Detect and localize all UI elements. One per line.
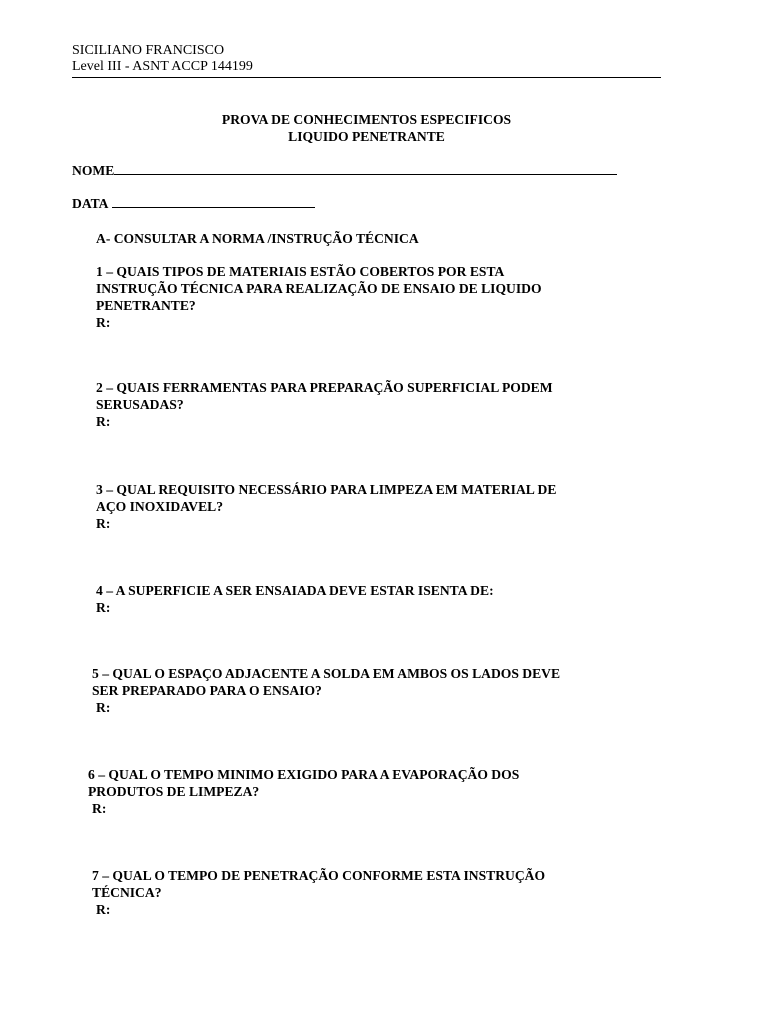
date-field bbox=[72, 195, 315, 212]
exam-subtitle: LIQUIDO PENETRANTE bbox=[288, 129, 445, 144]
question-5 bbox=[92, 665, 560, 716]
question-text-line: 7 – QUAL O TEMPO DE PENETRAÇÃO CONFORME ESTA INSTRUÇÃO bbox=[92, 868, 546, 883]
date-field-line[interactable] bbox=[112, 195, 315, 208]
date-field-label: DATA bbox=[72, 196, 109, 211]
question-7 bbox=[92, 867, 545, 918]
header-divider bbox=[72, 77, 661, 78]
question-text-line: TÉCNICA? bbox=[92, 885, 162, 900]
answer-label: R: bbox=[92, 801, 107, 816]
name-field-line[interactable] bbox=[114, 162, 617, 175]
question-text-line: 2 – QUAIS FERRAMENTAS PARA PREPARAÇÃO SUPERFICIAL PODEM bbox=[96, 380, 553, 395]
question-3 bbox=[96, 481, 556, 532]
question-text-line: SER PREPARADO PARA O ENSAIO? bbox=[92, 683, 322, 698]
question-6 bbox=[88, 766, 519, 817]
author-certification: Level III - ASNT ACCP 144199 bbox=[72, 59, 253, 74]
question-text-line: PENETRANTE? bbox=[96, 298, 196, 313]
section-heading: A- CONSULTAR A NORMA /INSTRUÇÃO TÉCNICA bbox=[96, 231, 419, 246]
answer-label: R: bbox=[96, 700, 111, 715]
name-field bbox=[72, 162, 617, 179]
question-text-line: INSTRUÇÃO TÉCNICA PARA REALIZAÇÃO DE ENSAIO DE LIQUIDO bbox=[96, 281, 542, 296]
question-1 bbox=[96, 263, 542, 331]
question-text-line: PRODUTOS DE LIMPEZA? bbox=[88, 784, 260, 799]
answer-label: R: bbox=[96, 600, 111, 615]
author-name: SICILIANO FRANCISCO bbox=[72, 43, 225, 58]
question-text-line: AÇO INOXIDAVEL? bbox=[96, 499, 224, 514]
question-2 bbox=[96, 379, 553, 430]
answer-label: R: bbox=[96, 902, 111, 917]
question-text-line: 3 – QUAL REQUISITO NECESSÁRIO PARA LIMPEZA EM MATERIAL DE bbox=[96, 482, 557, 497]
answer-label: R: bbox=[96, 315, 111, 330]
answer-label: R: bbox=[96, 516, 111, 531]
answer-label: R: bbox=[96, 414, 111, 429]
question-text-line: 1 – QUAIS TIPOS DE MATERIAIS ESTÃO COBERTOS POR ESTA bbox=[96, 264, 505, 279]
question-text-line: 6 – QUAL O TEMPO MINIMO EXIGIDO PARA A EVAPORAÇÃO DOS bbox=[88, 767, 520, 782]
question-4 bbox=[96, 582, 494, 616]
exam-title: PROVA DE CONHECIMENTOS ESPECIFICOS bbox=[221, 112, 512, 127]
question-text-line: 4 – A SUPERFICIE A SER ENSAIADA DEVE ESTAR ISENTA DE: bbox=[96, 583, 494, 598]
name-field-label: NOME bbox=[72, 163, 115, 178]
question-text-line: SERUSADAS? bbox=[96, 397, 184, 412]
question-text-line: 5 – QUAL O ESPAÇO ADJACENTE A SOLDA EM AMBOS OS LADOS DEVE bbox=[92, 666, 561, 681]
